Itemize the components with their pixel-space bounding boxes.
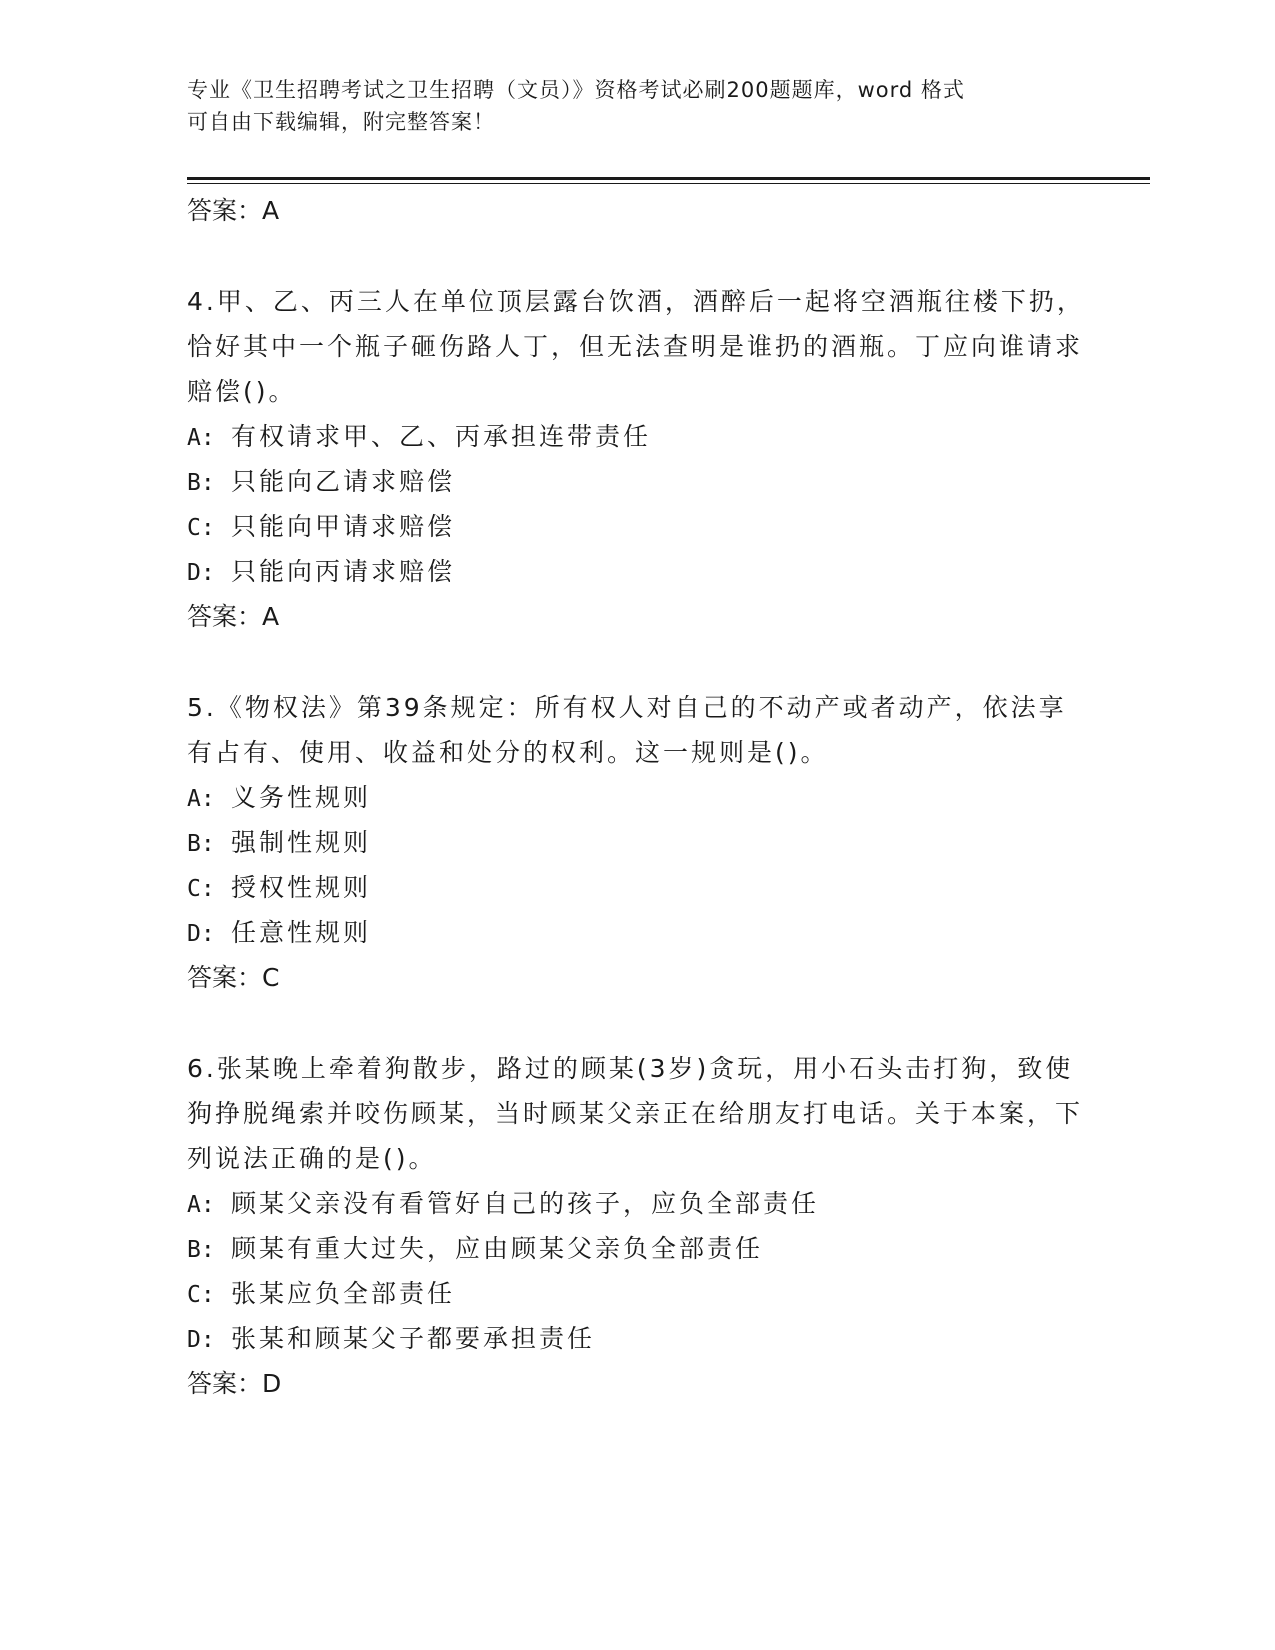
option-text: 张某和顾某父子都要承担责任 bbox=[231, 1324, 596, 1353]
option-text: 只能向乙请求赔偿 bbox=[231, 467, 456, 496]
answer-line: 答案：D bbox=[187, 1369, 282, 1398]
option-text: 有权请求甲、乙、丙承担连带责任 bbox=[231, 422, 652, 451]
question-text: 4.甲、乙、丙三人在单位顶层露台饮酒，酒醉后一起将空酒瓶往楼下扔，恰好其中一个瓶子砸伤路人丁，但无法查明是谁扔的酒瓶。丁应向谁请求赔偿()。 bbox=[187, 287, 1085, 406]
option-text: 任意性规则 bbox=[231, 918, 372, 947]
question-text: 5.《物权法》第39条规定：所有权人对自己的不动产或者动产，依法享有占有、使用、收益和处分的权利。这一规则是()。 bbox=[187, 693, 1067, 767]
option-b bbox=[187, 459, 1087, 504]
header-line-2: 可自由下载编辑，附完整答案！ bbox=[187, 110, 495, 134]
option-text: 顾某父亲没有看管好自己的孩子，应负全部责任 bbox=[231, 1189, 820, 1218]
spacer bbox=[187, 1000, 1087, 1046]
option-a bbox=[187, 1181, 1087, 1226]
option-a bbox=[187, 775, 1087, 820]
option-letter: B: bbox=[187, 470, 215, 496]
option-c bbox=[187, 1271, 1087, 1316]
option-letter: C: bbox=[187, 876, 215, 902]
option-letter: A: bbox=[187, 425, 215, 451]
page-header bbox=[187, 74, 1087, 138]
question-block bbox=[187, 279, 1087, 639]
answer-line: 答案：A bbox=[187, 602, 280, 631]
option-text: 强制性规则 bbox=[231, 828, 372, 857]
option-c bbox=[187, 865, 1087, 910]
header-divider-thin bbox=[187, 183, 1150, 184]
option-letter: B: bbox=[187, 831, 215, 857]
spacer bbox=[187, 233, 1087, 279]
question-block bbox=[187, 685, 1087, 1000]
option-letter: B: bbox=[187, 1237, 215, 1263]
option-letter: D: bbox=[187, 921, 215, 947]
option-text: 授权性规则 bbox=[231, 873, 372, 902]
option-text: 张某应负全部责任 bbox=[231, 1279, 456, 1308]
answer-line: 答案：A bbox=[187, 196, 280, 225]
option-letter: D: bbox=[187, 560, 215, 586]
option-d bbox=[187, 910, 1087, 955]
option-d bbox=[187, 1316, 1087, 1361]
option-letter: A: bbox=[187, 786, 215, 812]
option-c bbox=[187, 504, 1087, 549]
spacer bbox=[187, 639, 1087, 685]
option-letter: C: bbox=[187, 515, 215, 541]
option-letter: A: bbox=[187, 1192, 215, 1218]
option-text: 只能向丙请求赔偿 bbox=[231, 557, 456, 586]
header-divider-thick bbox=[187, 177, 1150, 180]
option-text: 只能向甲请求赔偿 bbox=[231, 512, 456, 541]
option-a bbox=[187, 414, 1087, 459]
answer-line: 答案：C bbox=[187, 963, 280, 992]
option-d bbox=[187, 549, 1087, 594]
question-list bbox=[187, 188, 1087, 1406]
option-letter: C: bbox=[187, 1282, 215, 1308]
option-text: 义务性规则 bbox=[231, 783, 372, 812]
option-b bbox=[187, 820, 1087, 865]
option-b bbox=[187, 1226, 1087, 1271]
header-line-1: 专业《卫生招聘考试之卫生招聘（文员）》资格考试必刷200题题库，word 格式 bbox=[187, 78, 965, 102]
question-text: 6.张某晚上牵着狗散步，路过的顾某(3岁)贪玩，用小石头击打狗，致使狗挣脱绳索并咬伤顾某，当时顾某父亲正在给朋友打电话。关于本案，下列说法正确的是()。 bbox=[187, 1054, 1084, 1173]
question-block bbox=[187, 1046, 1087, 1406]
option-letter: D: bbox=[187, 1327, 215, 1353]
option-text: 顾某有重大过失，应由顾某父亲负全部责任 bbox=[231, 1234, 764, 1263]
